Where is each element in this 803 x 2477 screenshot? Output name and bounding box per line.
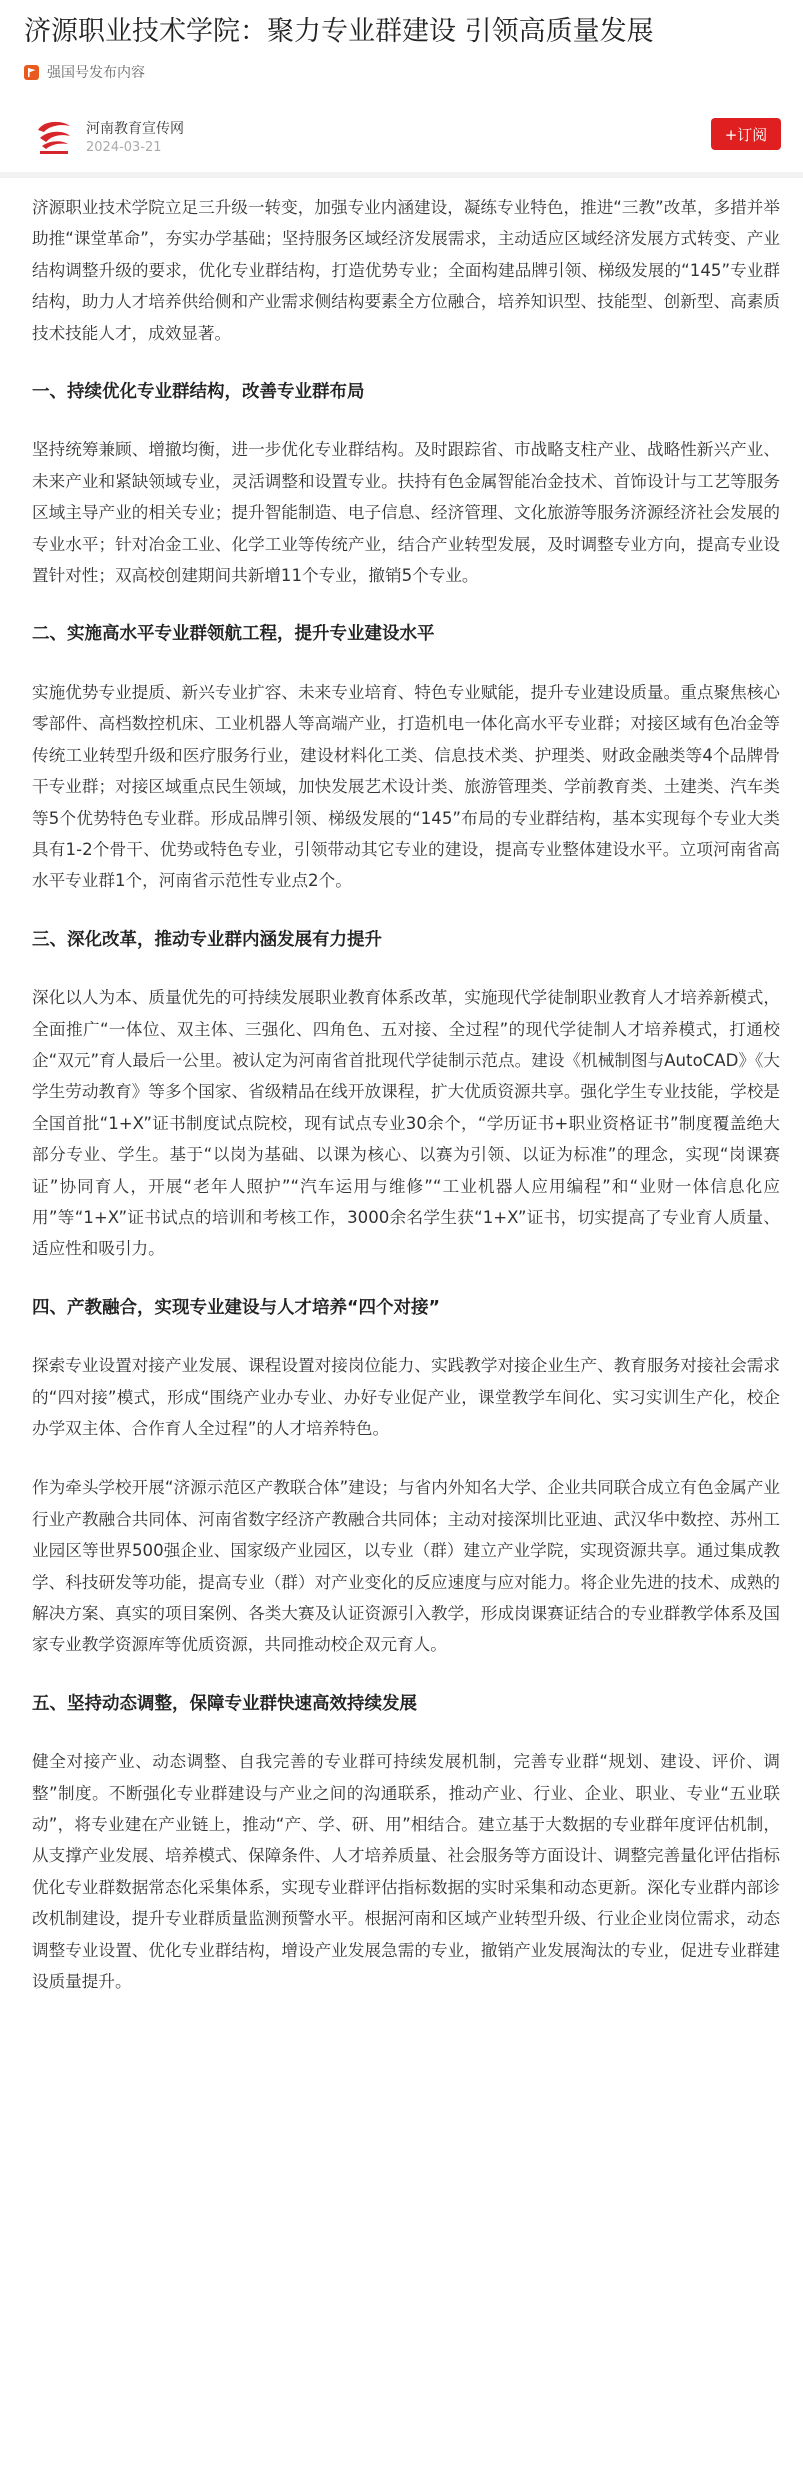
section-3-paragraph: 深化以人为本、质量优先的可持续发展职业教育体系改革，实施现代学徒制职业教育人才培养新模式，全面推广“一体位、双主体、三强化、四角色、五对接、全过程”的现代学徒制人才培养模式，打通校企“双元”育人最后一公里。被认定为河南省首批现代学徒制示范点。建设《机械制图与AutoCAD》《大学生劳动教育》等多个国家、省级精品在线开放课程，扩大优质资源共享。强化学生专业技能，学校是全国首批“1+X”证书制度试点院校，现有试点专业30余个，“学历证书+职业资格证书”制度覆盖绝大部分专业、学生。基于“以岗为基础、以课为核心、以赛为引领、以证为标准”的理念，实现“岗课赛证”协同育人，开展“老年人照护”“汽车运用与维修”“工业机器人应用编程”和“业财一体信息化应用”等“1+X”证书试点的培训和考核工作，3000余名学生获“1+X”证书，切实提高了专业育人质量、适应性和吸引力。 [32, 988, 780, 1259]
section-5-paragraph: 健全对接产业、动态调整、自我完善的专业群可持续发展机制，完善专业群“规划、建设、评价、调整”制度。不断强化专业群建设与产业之间的沟通联系，推动产业、行业、企业、职业、专业“五业联动”，将专业建在产业链上，推动“产、学、研、用”相结合。建立基于大数据的专业群年度评估机制，从支撑产业发展、培养模式、保障条件、人才培养质量、社会服务等方面设计、调整完善量化评估指标优化专业群数据常态化采集体系，实现专业群评估指标数据的实时采集和动态更新。深化专业群内部诊改机制建设，提升专业群质量监测预警水平。根据河南和区域产业转型升级、行业企业岗位需求，动态调整专业设置、优化专业群结构，增设产业发展急需的专业，撤销产业发展淘汰的专业，促进专业群建设质量提升。 [32, 1752, 780, 1992]
section-4-paragraph-1: 探索专业设置对接产业发展、课程设置对接岗位能力、实践教学对接企业生产、教育服务对接社会需求的“四对接”模式，形成“围绕产业办专业、办好专业促产业，课堂教学车间化、实习实训生产化，校企办学双主体、合作育人全过程”的人才培养特色。 [32, 1356, 780, 1438]
publish-date: 2024-03-21 [86, 140, 162, 155]
section-4-paragraph-2: 作为牵头学校开展“济源示范区产教联合体”建设；与省内外知名大学、企业共同联合成立有色金属产业行业产教融合共同体、河南省数字经济产教融合共同体；主动对接深圳比亚迪、武汉华中数控、苏州工业园区等世界500强企业、国家级产业园区，以专业（群）建立产业学院，实现资源共享。通过集成教学、科技研发等功能，提高专业（群）对产业变化的反应速度与应对能力。将企业先进的技术、成熟的解决方案、真实的项目案例、各类大赛及认证资源引入教学，形成岗课赛证结合的专业群教学体系及国家专业教学资源库等优质资源，共同推动校企双元育人。 [32, 1478, 780, 1655]
author-row [24, 110, 781, 162]
section-heading-3: 三、深化改革，推动专业群内涵发展有力提升 [32, 929, 382, 950]
strong-nation-icon [24, 65, 39, 80]
section-heading-5: 五、坚持动态调整，保障专业群快速高效持续发展 [32, 1693, 417, 1714]
section-heading-2: 二、实施高水平专业群领航工程，提升专业建设水平 [32, 624, 435, 645]
header-divider [0, 172, 803, 178]
article-title: 济源职业技术学院：聚力专业群建设 引领高质量发展 [24, 16, 654, 47]
section-heading-1: 一、持续优化专业群结构，改善专业群布局 [32, 382, 365, 403]
author-name[interactable]: 河南教育宣传网 [86, 121, 184, 137]
section-2-paragraph: 实施优势专业提质、新兴专业扩容、未来专业培育、特色专业赋能，提升专业建设质量。重点聚焦核心零部件、高档数控机床、工业机器人等高端产业，打造机电一体化高水平专业群；对接区域有色冶金等传统工业转型升级和医疗服务行业，建设材料化工类、信息技术类、护理类、财政金融类等4个品牌骨干专业群；对接区域重点民生领域，加快发展艺术设计类、旅游管理类、学前教育类、土建类、汽车类等5个优势特色专业群。形成品牌引领、梯级发展的“145”布局的专业群结构，基本实现每个专业大类具有1-2个骨干、优势或特色专业，引领带动其它专业的建设，提高专业整体建设水平。立项河南省高水平专业群1个，河南省示范性专业点2个。 [32, 682, 780, 891]
section-heading-4: 四、产教融合，实现专业建设与人才培养“四个对接” [32, 1297, 441, 1318]
section-1-paragraph: 坚持统筹兼顾、增撤均衡，进一步优化专业群结构。及时跟踪省、市战略支柱产业、战略性新兴产业、未来产业和紧缺领域专业，灵活调整和设置专业。扶持有色金属智能冶金技术、首饰设计与工艺等服务区域主导产业的相关专业；提升智能制造、电子信息、经济管理、文化旅游等服务济源经济社会发展的专业水平；针对冶金工业、化学工业等传统产业，结合产业转型发展，及时调整专业方向，提高专业设置针对性；双高校创建期间共新增11个专业，撤销5个专业。 [32, 440, 780, 586]
henan-education-logo-icon [34, 116, 74, 156]
article-body [32, 192, 780, 1998]
source-row [24, 62, 145, 82]
source-label: 强国号发布内容 [47, 65, 145, 81]
subscribe-button[interactable]: +订阅 [711, 118, 781, 150]
intro-paragraph: 济源职业技术学院立足三升级一转变，加强专业内涵建设，凝练专业特色，推进“三教”改革，多措并举助推“课堂革命”，夯实办学基础；坚持服务区域经济发展需求，主动适应区域经济发展方式转变、产业结构调整升级的要求，优化专业群结构，打造优势专业；全面构建品牌引领、梯级发展的“145”专业群结构，助力人才培养供给侧和产业需求侧结构要素全方位融合，培养知识型、技能型、创新型、高素质技术技能人才，成效显著。 [32, 198, 780, 343]
author-avatar[interactable] [34, 116, 74, 156]
